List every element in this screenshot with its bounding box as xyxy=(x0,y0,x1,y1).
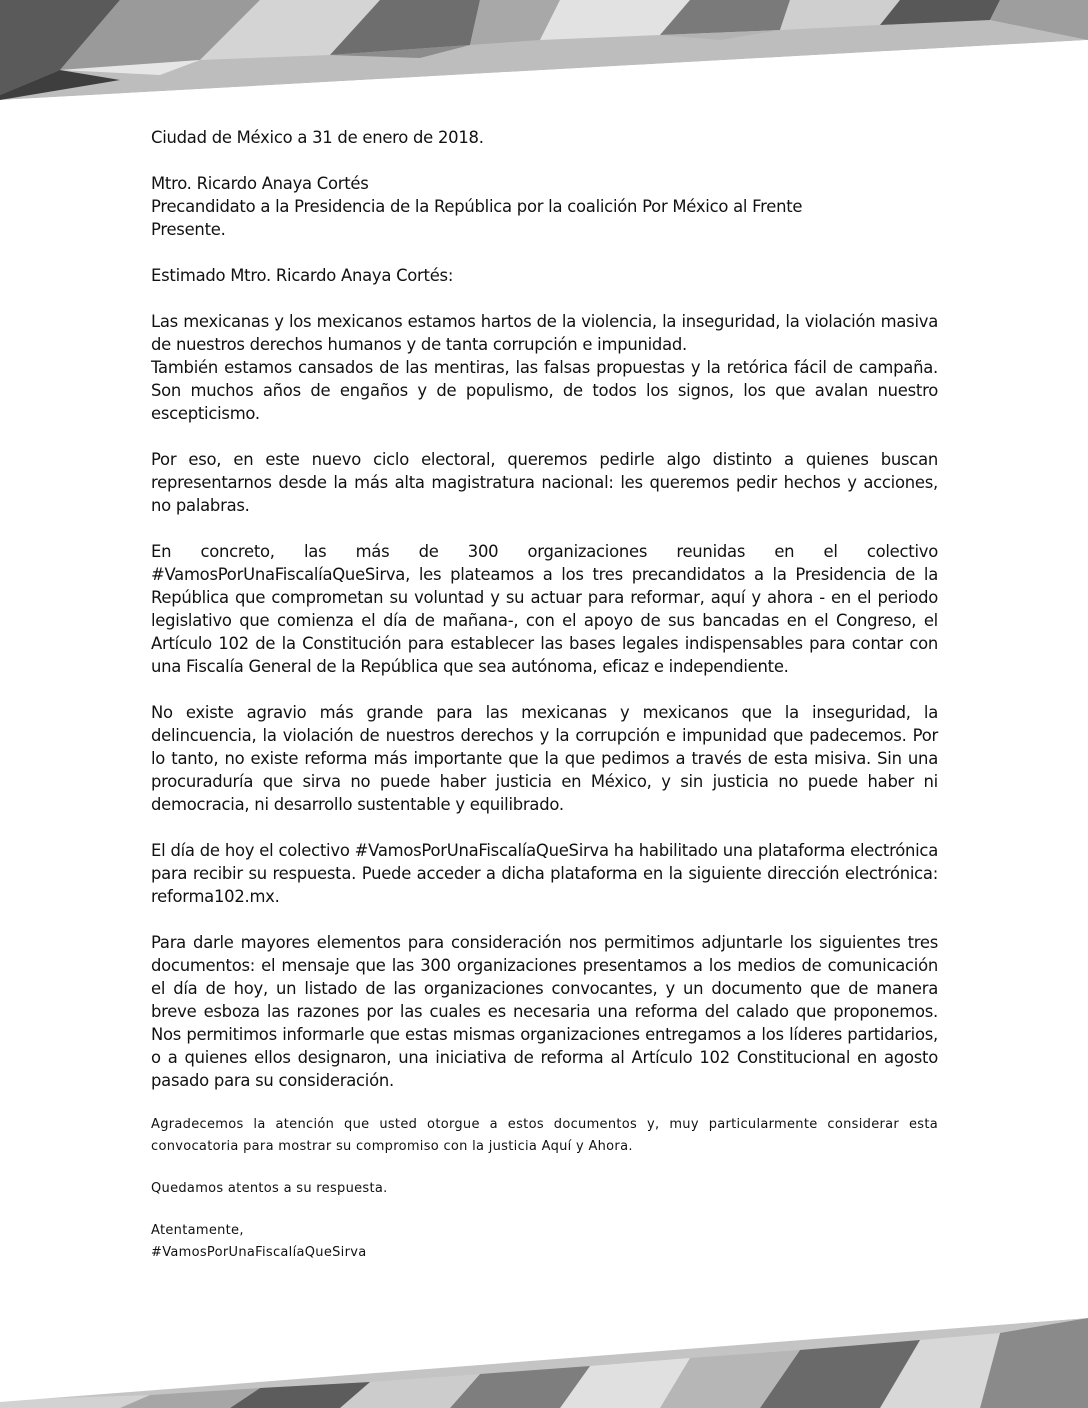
paragraph-4: No existe agravio más grande para las mexicanas y mexicanos que la inseguridad, la delincuencia, la violación de nuestros derechos y la corrupción e impunidad que padecemos. Por lo tanto, no existe reforma más importante que la que pedimos a través de esta misiva. Sin una procuraduría que sirva no puede haber justicia en México, y sin justicia no puede haber ni democracia, ni desarrollo sustentable y equilibrado. xyxy=(151,703,938,814)
thanks-paragraph: Agradecemos la atención que usted otorgue a estos documentos y, muy particularmente considerar esta convocatoria para mostrar su compromiso con la justicia Aquí y Ahora. xyxy=(151,1117,938,1154)
paragraph-3: En concreto, las más de 300 organizaciones reunidas en el colectivo #VamosPorUnaFiscalíaQueSirva, les plateamos a los tres precandidatos a la Presidencia de la República que comprometan su voluntad y su actuar para reformar, aquí y ahora - en el periodo legislativo que comienza el día de mañana-, con el apoyo de sus bancadas en el Congreso, el Artículo 102 de la Constitución para establecer las bases legales indispensables para contar con una Fiscalía General de la República que sea autónoma, eficaz e independiente. xyxy=(151,542,938,676)
paragraph-1 xyxy=(151,310,938,425)
paragraph-1-line-a: Las mexicanas y los mexicanos estamos hartos de la violencia, la inseguridad, la violación masiva de nuestros derechos humanos y de tanta corrupción e impunidad. xyxy=(151,312,938,354)
paragraph-6: Para darle mayores elementos para consideración nos permitimos adjuntarle los siguientes tres documentos: el mensaje que las 300 organizaciones presentamos a los medios de comunicación el día de hoy, un listado de las organizaciones convocantes, y un documento que de manera breve esboza las razones por las cuales es necesaria una reforma del calado que proponemos. Nos permitimos informarle que estas mismas organizaciones entregamos a los líderes partidarios, o a quienes ellos designaron, una iniciativa de reforma al Artículo 102 Constitucional en agosto pasado para su consideración. xyxy=(151,933,938,1090)
closing-line: Quedamos atentos a su respuesta. xyxy=(151,1181,388,1196)
letter-date: Ciudad de México a 31 de enero de 2018. xyxy=(151,128,484,147)
paragraph-2: Por eso, en este nuevo ciclo electoral, queremos pedirle algo distinto a quienes buscan representarnos desde la más alta magistratura nacional: les queremos pedir hechos y acciones, no palabras. xyxy=(151,450,938,515)
greeting: Estimado Mtro. Ricardo Anaya Cortés: xyxy=(151,266,454,285)
signoff: Atentamente, xyxy=(151,1223,244,1238)
paragraph-5: El día de hoy el colectivo #VamosPorUnaFiscalíaQueSirva ha habilitado una plataforma electrónica para recibir su respuesta. Puede acceder a dicha plataforma en la siguiente dirección electrónica: reforma102.mx. xyxy=(151,841,938,906)
footer-polygon-band xyxy=(0,1288,1088,1408)
signature: #VamosPorUnaFiscalíaQueSirva xyxy=(151,1245,367,1260)
recipient-title: Precandidato a la Presidencia de la República por la coalición Por México al Frente xyxy=(151,197,803,216)
letter-body xyxy=(151,126,938,1264)
recipient-presente: Presente. xyxy=(151,220,226,239)
paragraph-1-line-b: También estamos cansados de las mentiras, las falsas propuestas y la retórica fácil de campaña. Son muchos años de engaños y de populismo, de todos los signos, los que avalan nuestro escepticismo. xyxy=(151,358,938,423)
recipient-block xyxy=(151,172,938,241)
recipient-name: Mtro. Ricardo Anaya Cortés xyxy=(151,174,369,193)
